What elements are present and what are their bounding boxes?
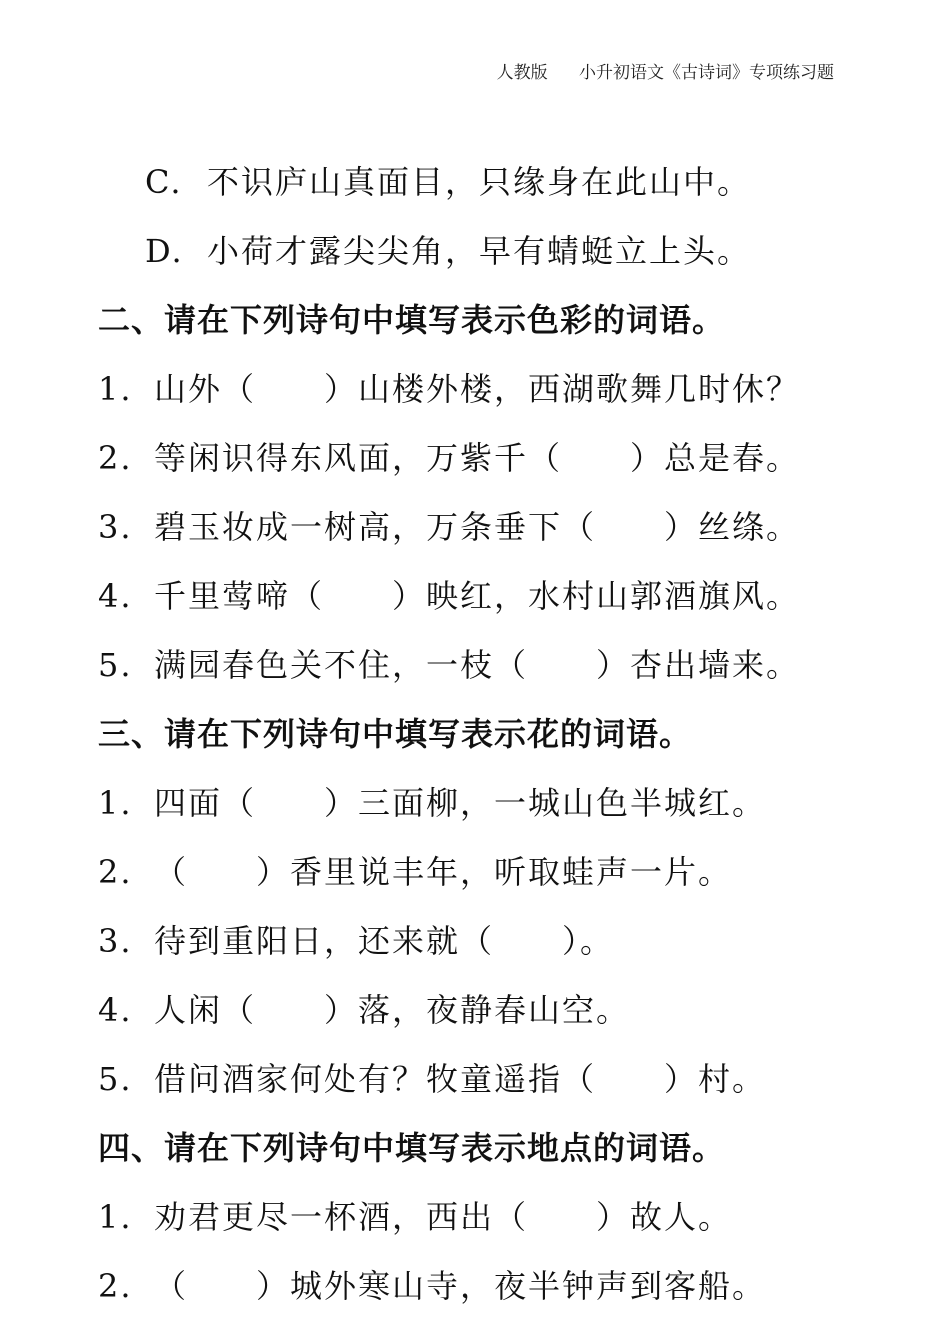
option-label: C.: [145, 163, 183, 201]
question-item: [98, 783, 766, 823]
question-number: 1.: [98, 370, 133, 408]
question-item: [98, 852, 732, 892]
question-number: 2.: [98, 853, 133, 891]
question-text: 借问酒家何处有？牧童遥指（ ）村。: [154, 1060, 767, 1098]
question-item: [98, 1197, 732, 1237]
question-number: 2.: [98, 439, 133, 477]
question-item: [98, 576, 800, 616]
question-number: 3.: [98, 508, 133, 546]
question-number: 5.: [98, 646, 133, 684]
question-text: 待到重阳日，还来就（ ）。: [154, 922, 615, 960]
question-item: [98, 921, 614, 961]
question-text: 四面（ ）三面柳，一城山色半城红。: [154, 784, 767, 822]
question-text: 碧玉妆成一树高，万条垂下（ ）丝绦。: [154, 508, 801, 546]
question-text: 满园春色关不住，一枝（ ）杏出墙来。: [154, 646, 801, 684]
question-item: [98, 990, 630, 1030]
question-item: [98, 1059, 766, 1099]
option-d: [145, 231, 751, 271]
question-item: [98, 369, 800, 409]
question-number: 1.: [98, 784, 133, 822]
option-label: D.: [145, 232, 184, 270]
question-text: 千里莺啼（ ）映红，水村山郭酒旗风。: [154, 577, 801, 615]
question-text: 劝君更尽一杯酒，西出（ ）故人。: [154, 1198, 733, 1236]
section-2-title: 二、请在下列诗句中填写表示色彩的词语。: [98, 301, 726, 339]
question-number: 3.: [98, 922, 133, 960]
section-3-title: 三、请在下列诗句中填写表示花的词语。: [98, 715, 693, 753]
question-text: 人闲（ ）落，夜静春山空。: [154, 991, 631, 1029]
question-number: 2.: [98, 1267, 133, 1305]
question-number: 5.: [98, 1060, 133, 1098]
question-text: 等闲识得东风面，万紫千（ ）总是春。: [154, 439, 801, 477]
question-number: 1.: [98, 1198, 133, 1236]
question-number: 4.: [98, 991, 133, 1029]
option-text: 小荷才露尖尖角，早有蜻蜓立上头。: [207, 232, 752, 270]
question-item: [98, 438, 800, 478]
question-item: [98, 507, 800, 547]
page-header: [497, 58, 834, 83]
option-text: 不识庐山真面目，只缘身在此山中。: [207, 163, 752, 201]
section-4-title: 四、请在下列诗句中填写表示地点的词语。: [98, 1129, 726, 1167]
question-item: [98, 645, 800, 685]
document-title: 小升初语文《古诗词》专项练习题: [579, 63, 834, 83]
question-text: （ ）香里说丰年，听取蛙声一片。: [154, 853, 733, 891]
option-c: [145, 162, 751, 202]
edition-label: 人教版: [496, 63, 548, 83]
question-text: （ ）城外寒山寺，夜半钟声到客船。: [154, 1267, 767, 1305]
question-text: 山外（ ）山楼外楼，西湖歌舞几时休？: [154, 370, 801, 408]
question-item: [98, 1266, 766, 1306]
question-number: 4.: [98, 577, 133, 615]
